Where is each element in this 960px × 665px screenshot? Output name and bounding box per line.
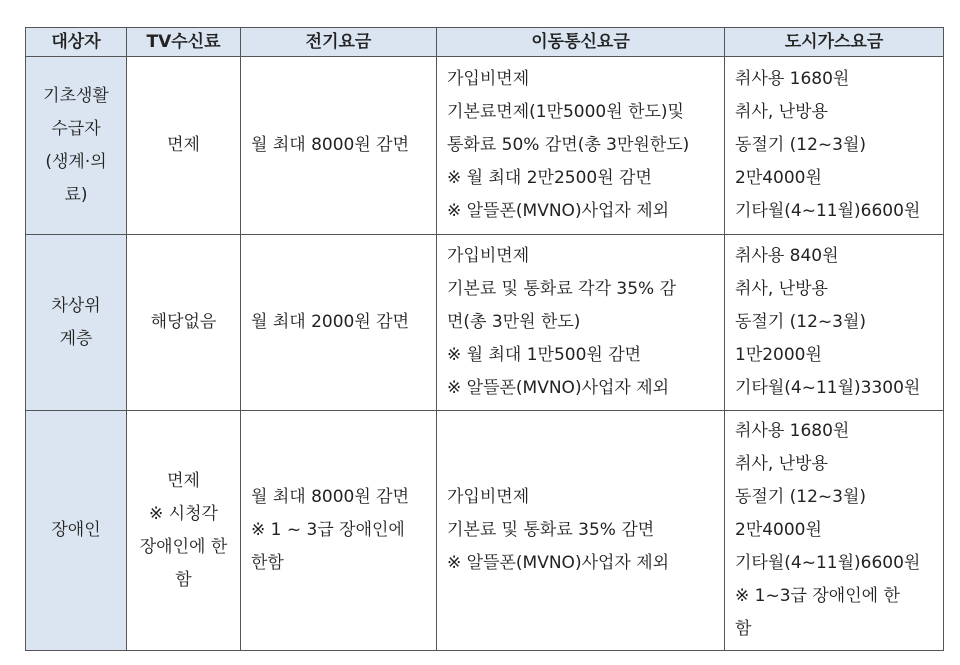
cell-line: 취사, 난방용 bbox=[735, 279, 828, 299]
cell-line: ※ 1 ~ 3급 장애인에 bbox=[251, 520, 405, 540]
cell-line: ※ 월 최대 2만2500원 감면 bbox=[447, 168, 652, 188]
cell-line: 료) bbox=[64, 184, 88, 205]
cell-line: 동절기 (12~3월) bbox=[735, 135, 867, 155]
cell-tv bbox=[127, 57, 241, 235]
header-electric: 전기요금 bbox=[241, 28, 437, 57]
table-row bbox=[26, 411, 944, 651]
cell-line: 차상위 bbox=[51, 295, 101, 316]
cell-mobile bbox=[437, 57, 725, 235]
cell-line: ※ 알뜰폰(MVNO)사업자 제외 bbox=[447, 378, 670, 398]
cell-gas bbox=[725, 235, 944, 411]
table-row bbox=[26, 57, 944, 235]
cell-line: 동절기 (12~3월) bbox=[735, 312, 867, 332]
cell-line: 장애인에 한 bbox=[139, 536, 228, 557]
cell-electric bbox=[241, 235, 437, 411]
cell-line: 가입비면제 bbox=[447, 69, 530, 89]
cell-line: 가입비면제 bbox=[447, 246, 530, 266]
cell-mobile bbox=[437, 411, 725, 651]
cell-line: 2만4000원 bbox=[735, 168, 822, 188]
table-row bbox=[26, 235, 944, 411]
cell-line: ※ 월 최대 1만500원 감면 bbox=[447, 345, 642, 365]
cell-line: 수급자 bbox=[51, 118, 101, 139]
cell-line: 가입비면제 bbox=[447, 487, 530, 507]
cell-line: 월 최대 2000원 감면 bbox=[251, 312, 410, 332]
cell-line: 통화료 50% 감면(총 3만원한도) bbox=[447, 135, 690, 155]
row-target-disabled bbox=[26, 411, 127, 651]
cell-line: (생계·의 bbox=[45, 151, 107, 172]
row-target-basic bbox=[26, 57, 127, 235]
cell-line: 월 최대 8000원 감면 bbox=[251, 487, 410, 507]
cell-line: 1만2000원 bbox=[735, 345, 822, 365]
header-target: 대상자 bbox=[26, 28, 127, 57]
cell-gas bbox=[725, 411, 944, 651]
header-gas: 도시가스요금 bbox=[725, 28, 944, 57]
cell-line: 면제 bbox=[167, 135, 200, 155]
cell-line: 계층 bbox=[59, 328, 93, 349]
cell-line: 취사용 1680원 bbox=[735, 421, 850, 441]
cell-line: 기타월(4~11월)6600원 bbox=[735, 553, 921, 573]
cell-line: 한함 bbox=[251, 553, 284, 573]
cell-line: 기타월(4~11월)6600원 bbox=[735, 201, 921, 221]
cell-line: 기초생활 bbox=[43, 85, 109, 106]
cell-line: 해당없음 bbox=[150, 312, 217, 332]
cell-line: ※ 시청각 bbox=[149, 503, 218, 524]
cell-line: ※ 알뜰폰(MVNO)사업자 제외 bbox=[447, 553, 670, 573]
cell-line: 취사용 840원 bbox=[735, 246, 839, 266]
row-target-near-poverty bbox=[26, 235, 127, 411]
cell-line: 기본료면제(1만5000원 한도)및 bbox=[447, 102, 684, 122]
cell-tv bbox=[127, 411, 241, 651]
cell-tv bbox=[127, 235, 241, 411]
cell-electric bbox=[241, 57, 437, 235]
header-mobile: 이동통신요금 bbox=[437, 28, 725, 57]
cell-line: 2만4000원 bbox=[735, 520, 822, 540]
cell-line: 면제 bbox=[167, 470, 200, 491]
cell-line: 면(총 3만원 한도) bbox=[447, 312, 581, 332]
cell-line: 월 최대 8000원 감면 bbox=[251, 135, 410, 155]
cell-line: ※ 1~3급 장애인에 한 bbox=[735, 586, 900, 606]
cell-line: 취사, 난방용 bbox=[735, 102, 828, 122]
cell-line: 기타월(4~11월)3300원 bbox=[735, 378, 921, 398]
cell-electric bbox=[241, 411, 437, 651]
cell-line: 동절기 (12~3월) bbox=[735, 487, 867, 507]
cell-line: ※ 알뜰폰(MVNO)사업자 제외 bbox=[447, 201, 670, 221]
cell-line: 장애인 bbox=[51, 520, 101, 540]
cell-line: 함 bbox=[175, 569, 192, 590]
cell-gas bbox=[725, 57, 944, 235]
header-row bbox=[26, 28, 944, 57]
benefits-table bbox=[25, 27, 944, 651]
cell-line: 취사, 난방용 bbox=[735, 454, 828, 474]
cell-line: 함 bbox=[735, 619, 752, 639]
cell-line: 기본료 및 통화료 35% 감면 bbox=[447, 520, 655, 540]
cell-mobile bbox=[437, 235, 725, 411]
header-tv-fee: TV수신료 bbox=[127, 28, 241, 57]
cell-line: 기본료 및 통화료 각각 35% 감 bbox=[447, 279, 677, 299]
cell-line: 취사용 1680원 bbox=[735, 69, 850, 89]
